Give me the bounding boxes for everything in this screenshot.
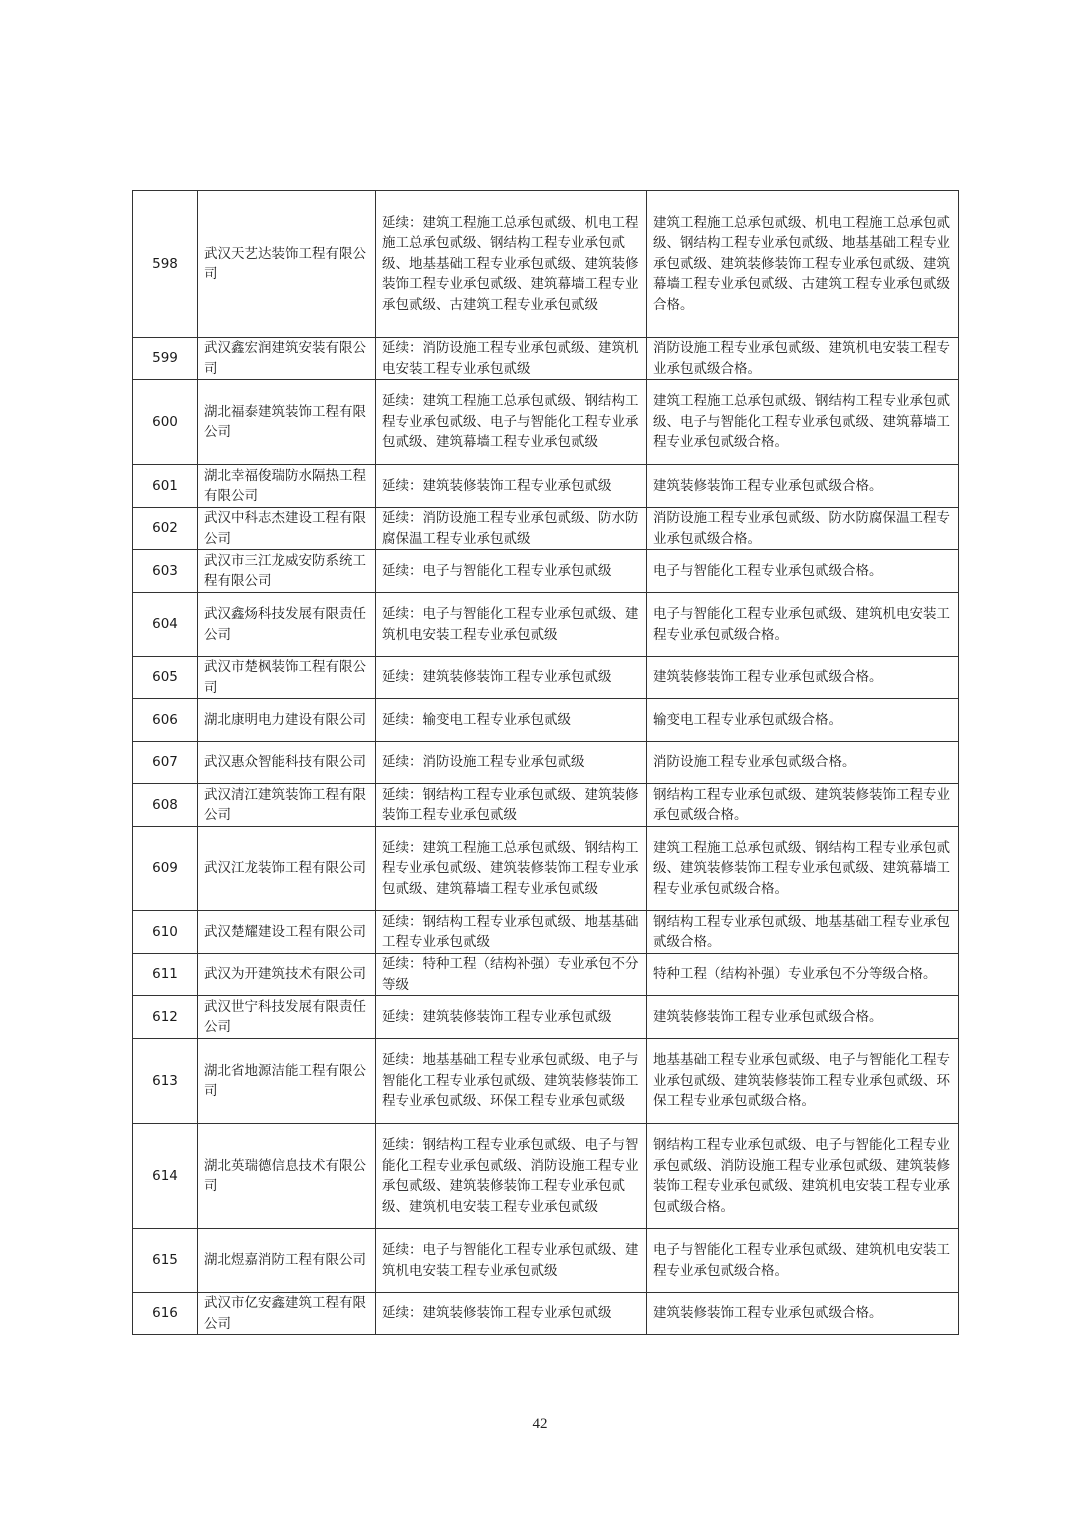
table-row <box>133 996 959 1039</box>
review-result: 建筑工程施工总承包贰级、钢结构工程专业承包贰级、建筑装修装饰工程专业承包贰级、建筑幕墙工程专业承包贰级合格。 <box>647 827 959 911</box>
application-items: 延续：消防设施工程专业承包贰级、防水防腐保温工程专业承包贰级 <box>376 508 647 550</box>
review-result: 特种工程（结构补强）专业承包不分等级合格。 <box>647 954 959 996</box>
application-items: 延续：消防设施工程专业承包贰级、建筑机电安装工程专业承包贰级 <box>376 338 647 380</box>
application-items: 延续：钢结构工程专业承包贰级、电子与智能化工程专业承包贰级、消防设施工程专业承包贰级、建筑装修装饰工程专业承包贰级、建筑机电安装工程专业承包贰级 <box>376 1124 647 1229</box>
row-number: 609 <box>133 827 198 911</box>
table-row <box>133 1229 959 1293</box>
review-result: 地基基础工程专业承包贰级、电子与智能化工程专业承包贰级、建筑装修装饰工程专业承包贰级、环保工程专业承包贰级合格。 <box>647 1039 959 1124</box>
row-number: 616 <box>133 1293 198 1335</box>
company-name: 武汉楚耀建设工程有限公司 <box>198 911 376 954</box>
table-row <box>133 827 959 911</box>
review-result: 建筑工程施工总承包贰级、钢结构工程专业承包贰级、电子与智能化工程专业承包贰级、建筑幕墙工程专业承包贰级合格。 <box>647 380 959 465</box>
row-number: 603 <box>133 550 198 593</box>
row-number: 607 <box>133 742 198 784</box>
application-items: 延续：电子与智能化工程专业承包贰级、建筑机电安装工程专业承包贰级 <box>376 593 647 657</box>
review-result: 电子与智能化工程专业承包贰级、建筑机电安装工程专业承包贰级合格。 <box>647 593 959 657</box>
review-result: 建筑装修装饰工程专业承包贰级合格。 <box>647 996 959 1039</box>
company-name: 湖北煜嘉消防工程有限公司 <box>198 1229 376 1293</box>
application-items: 延续：消防设施工程专业承包贰级 <box>376 742 647 784</box>
application-items: 延续：建筑工程施工总承包贰级、机电工程施工总承包贰级、钢结构工程专业承包贰级、地基基础工程专业承包贰级、建筑装修装饰工程专业承包贰级、建筑幕墙工程专业承包贰级、古建筑工程专业承包贰级 <box>376 191 647 338</box>
review-result: 输变电工程专业承包贰级合格。 <box>647 699 959 742</box>
application-items: 延续：建筑装修装饰工程专业承包贰级 <box>376 657 647 699</box>
company-name: 湖北幸福俊瑞防水隔热工程有限公司 <box>198 465 376 508</box>
application-items: 延续：建筑装修装饰工程专业承包贰级 <box>376 1293 647 1335</box>
table-row <box>133 1293 959 1335</box>
company-name: 湖北省地源洁能工程有限公司 <box>198 1039 376 1124</box>
review-result: 消防设施工程专业承包贰级、建筑机电安装工程专业承包贰级合格。 <box>647 338 959 380</box>
table-row <box>133 508 959 550</box>
company-name: 湖北康明电力建设有限公司 <box>198 699 376 742</box>
table-row <box>133 657 959 699</box>
table-row <box>133 550 959 593</box>
company-name: 武汉市楚枫装饰工程有限公司 <box>198 657 376 699</box>
application-items: 延续：输变电工程专业承包贰级 <box>376 699 647 742</box>
review-result: 建筑装修装饰工程专业承包贰级合格。 <box>647 657 959 699</box>
row-number: 605 <box>133 657 198 699</box>
table-row <box>133 465 959 508</box>
review-result: 建筑装修装饰工程专业承包贰级合格。 <box>647 1293 959 1335</box>
review-result: 电子与智能化工程专业承包贰级合格。 <box>647 550 959 593</box>
row-number: 613 <box>133 1039 198 1124</box>
company-name: 湖北福泰建筑装饰工程有限公司 <box>198 380 376 465</box>
review-result: 钢结构工程专业承包贰级、建筑装修装饰工程专业承包贰级合格。 <box>647 784 959 827</box>
row-number: 601 <box>133 465 198 508</box>
review-result: 钢结构工程专业承包贰级、电子与智能化工程专业承包贰级、消防设施工程专业承包贰级、建筑装修装饰工程专业承包贰级、建筑机电安装工程专业承包贰级合格。 <box>647 1124 959 1229</box>
application-items: 延续：电子与智能化工程专业承包贰级 <box>376 550 647 593</box>
row-number: 608 <box>133 784 198 827</box>
review-result: 建筑装修装饰工程专业承包贰级合格。 <box>647 465 959 508</box>
review-result: 消防设施工程专业承包贰级、防水防腐保温工程专业承包贰级合格。 <box>647 508 959 550</box>
application-items: 延续：建筑装修装饰工程专业承包贰级 <box>376 465 647 508</box>
review-result: 钢结构工程专业承包贰级、地基基础工程专业承包贰级合格。 <box>647 911 959 954</box>
qualification-table <box>132 190 959 1335</box>
table-row <box>133 1039 959 1124</box>
table-row <box>133 191 959 338</box>
company-name: 武汉鑫宏润建筑安装有限公司 <box>198 338 376 380</box>
application-items: 延续：建筑装修装饰工程专业承包贰级 <box>376 996 647 1039</box>
row-number: 614 <box>133 1124 198 1229</box>
row-number: 598 <box>133 191 198 338</box>
company-name: 武汉市三江龙威安防系统工程有限公司 <box>198 550 376 593</box>
table-row <box>133 593 959 657</box>
row-number: 606 <box>133 699 198 742</box>
review-result: 建筑工程施工总承包贰级、机电工程施工总承包贰级、钢结构工程专业承包贰级、地基基础工程专业承包贰级、建筑装修装饰工程专业承包贰级、建筑幕墙工程专业承包贰级、古建筑工程专业承包贰级合格。 <box>647 191 959 338</box>
application-items: 延续：建筑工程施工总承包贰级、钢结构工程专业承包贰级、建筑装修装饰工程专业承包贰级、建筑幕墙工程专业承包贰级 <box>376 827 647 911</box>
row-number: 600 <box>133 380 198 465</box>
page-number: 42 <box>532 1416 548 1432</box>
application-items: 延续：建筑工程施工总承包贰级、钢结构工程专业承包贰级、电子与智能化工程专业承包贰级、建筑幕墙工程专业承包贰级 <box>376 380 647 465</box>
row-number: 610 <box>133 911 198 954</box>
company-name: 武汉清江建筑装饰工程有限公司 <box>198 784 376 827</box>
review-result: 电子与智能化工程专业承包贰级、建筑机电安装工程专业承包贰级合格。 <box>647 1229 959 1293</box>
company-name: 武汉惠众智能科技有限公司 <box>198 742 376 784</box>
company-name: 武汉天艺达装饰工程有限公司 <box>198 191 376 338</box>
row-number: 604 <box>133 593 198 657</box>
company-name: 武汉中科志杰建设工程有限公司 <box>198 508 376 550</box>
company-name: 武汉鑫炀科技发展有限责任公司 <box>198 593 376 657</box>
application-items: 延续：电子与智能化工程专业承包贰级、建筑机电安装工程专业承包贰级 <box>376 1229 647 1293</box>
table-row <box>133 380 959 465</box>
company-name: 湖北英瑞德信息技术有限公司 <box>198 1124 376 1229</box>
table-row <box>133 742 959 784</box>
application-items: 延续：钢结构工程专业承包贰级、地基基础工程专业承包贰级 <box>376 911 647 954</box>
company-name: 武汉市亿安鑫建筑工程有限公司 <box>198 1293 376 1335</box>
application-items: 延续：钢结构工程专业承包贰级、建筑装修装饰工程专业承包贰级 <box>376 784 647 827</box>
table-row <box>133 784 959 827</box>
table-row <box>133 699 959 742</box>
company-name: 武汉世宁科技发展有限责任公司 <box>198 996 376 1039</box>
application-items: 延续：特种工程（结构补强）专业承包不分等级 <box>376 954 647 996</box>
row-number: 602 <box>133 508 198 550</box>
row-number: 615 <box>133 1229 198 1293</box>
table-row <box>133 338 959 380</box>
table-row <box>133 1124 959 1229</box>
row-number: 611 <box>133 954 198 996</box>
table-row <box>133 954 959 996</box>
row-number: 599 <box>133 338 198 380</box>
table-row <box>133 911 959 954</box>
application-items: 延续：地基基础工程专业承包贰级、电子与智能化工程专业承包贰级、建筑装修装饰工程专业承包贰级、环保工程专业承包贰级 <box>376 1039 647 1124</box>
company-name: 武汉为开建筑技术有限公司 <box>198 954 376 996</box>
review-result: 消防设施工程专业承包贰级合格。 <box>647 742 959 784</box>
company-name: 武汉江龙装饰工程有限公司 <box>198 827 376 911</box>
row-number: 612 <box>133 996 198 1039</box>
